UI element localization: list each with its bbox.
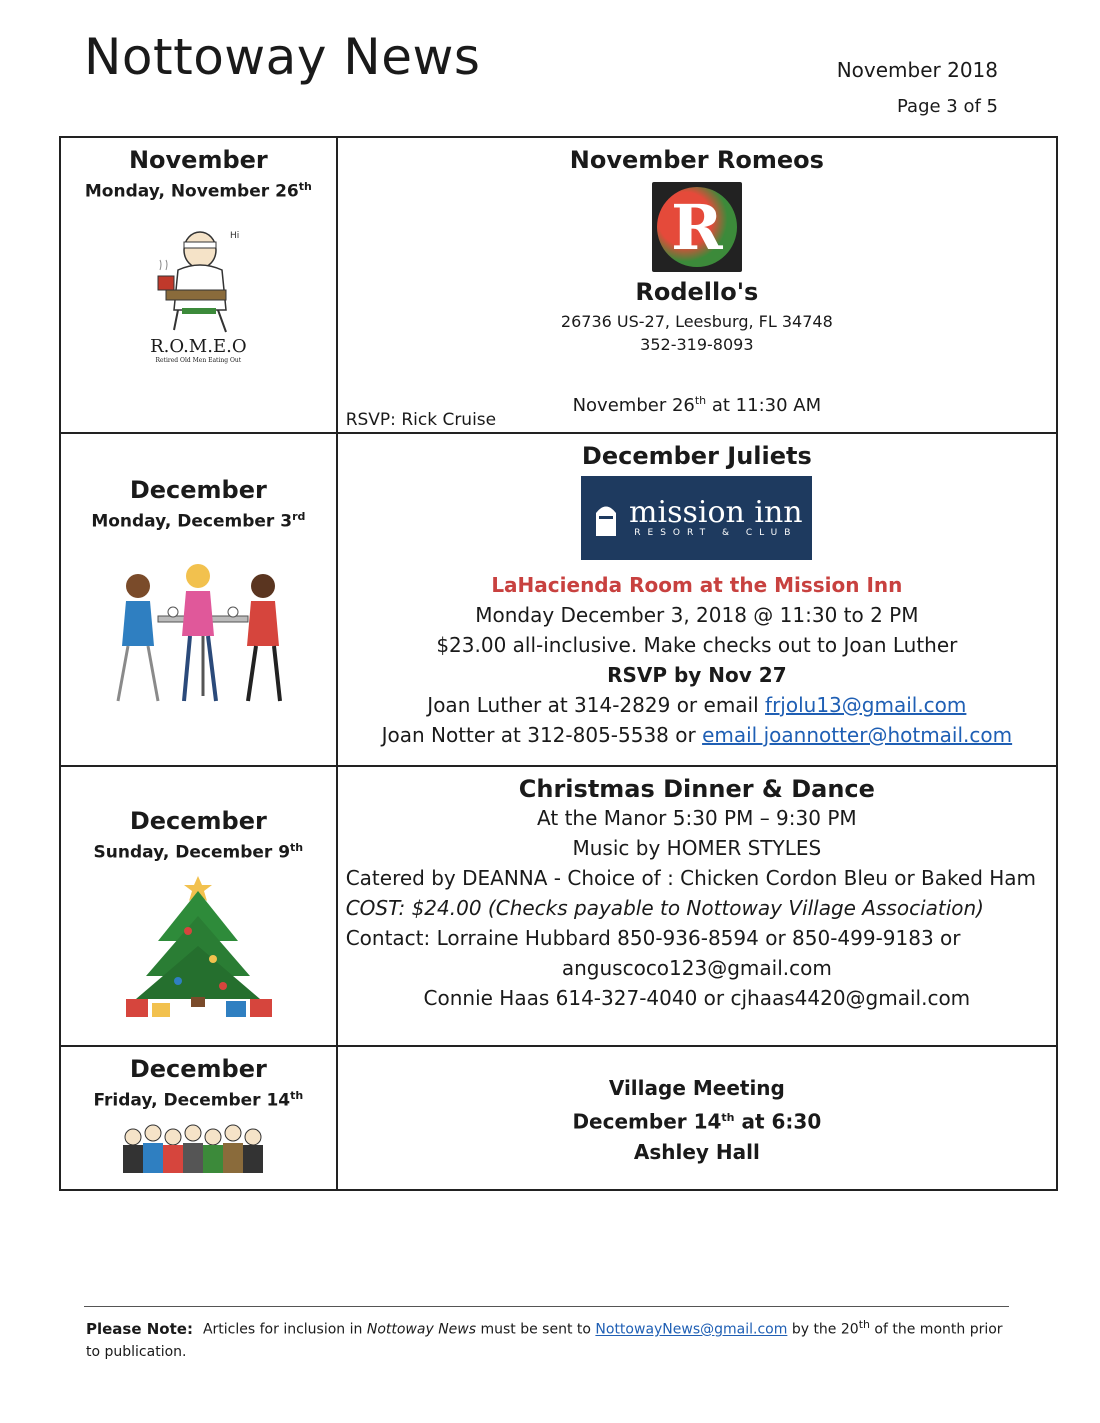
event-catering: Catered by DEANNA - Choice of : Chicken Cordon Bleu or Baked Ham: [345, 866, 1037, 890]
event-weekday: Monday, November 26th: [84, 180, 312, 202]
event-title: November Romeos: [569, 146, 824, 174]
event-date-cell: [60, 766, 337, 1046]
romeo-cartoon-icon: [138, 220, 258, 350]
footer-label: Please Note:: [86, 1319, 193, 1338]
event-cost: $23.00 all-inclusive. Make checks out to Joan Luther: [436, 633, 958, 657]
event-row-village-meeting: [60, 1046, 1057, 1190]
event-title: Village Meeting: [608, 1076, 785, 1100]
event-date-cell: [60, 433, 337, 766]
event-weekday: Sunday, December 9th: [93, 841, 304, 863]
event-detail-cell: [337, 137, 1057, 433]
newsletter-title: Nottoway News: [84, 28, 481, 86]
event-date: December 14th at 6:30: [572, 1109, 822, 1134]
event-date-cell: [60, 1046, 337, 1190]
footer-note: Please Note: Articles for inclusion in Nottoway News must be sent to NottowayNews@gmail.com by the 20th of the month prior to publication.: [86, 1318, 1003, 1360]
page-number: Page 3 of 5: [897, 96, 998, 117]
event-date-cell: [60, 137, 337, 433]
event-place-time: At the Manor 5:30 PM – 9:30 PM: [537, 806, 857, 830]
event-cost: COST: $24.00 (Checks payable to Nottoway Village Association): [345, 896, 984, 920]
event-month: December: [129, 1055, 267, 1083]
event-title: Christmas Dinner & Dance: [518, 775, 875, 803]
knight-helmet-icon: [591, 498, 621, 538]
event-row-juliets: [60, 433, 1057, 766]
event-title: December Juliets: [581, 442, 812, 470]
venue-phone: 352-319-8093: [640, 335, 754, 354]
issue-date: November 2018: [836, 58, 998, 82]
mission-inn-logo: [581, 476, 812, 560]
event-month: December: [129, 807, 267, 835]
event-weekday: Friday, December 14th: [93, 1089, 304, 1111]
event-detail-cell: [337, 1046, 1057, 1190]
event-row-christmas: [60, 766, 1057, 1046]
event-detail-cell: [337, 766, 1057, 1046]
footer-divider: [84, 1306, 1009, 1307]
rodellos-logo: [652, 182, 742, 272]
mission-inn-logo-name: mission inn: [629, 495, 803, 530]
event-row-romeos: [60, 137, 1057, 433]
rsvp-contact: RSVP: Rick Cruise: [345, 410, 497, 430]
event-time: Monday December 3, 2018 @ 11:30 to 2 PM: [475, 603, 919, 627]
email-link-joannotter[interactable]: email joannotter@hotmail.com: [702, 723, 1013, 747]
romeo-caption: R.O.M.E.O: [150, 335, 247, 357]
event-month: November: [128, 146, 268, 174]
email-link-nottowaynews[interactable]: NottowayNews@gmail.com: [595, 1321, 788, 1338]
contact-connie-haas: Connie Haas 614-327-4040 or cjhaas4420@gmail.com: [423, 986, 971, 1010]
contact-lorraine-hubbard: Contact: Lorraine Hubbard 850-936-8594 or 850-499-9183 or: [345, 926, 961, 950]
events-table: [59, 136, 1058, 1191]
email-link-frjolu13[interactable]: frjolu13@gmail.com: [765, 693, 967, 717]
event-detail-cell: [337, 433, 1057, 766]
contact-joan-notter: Joan Notter at 312-805-5538 or email joannotter@hotmail.com: [381, 723, 1013, 747]
event-month: December: [129, 476, 267, 504]
rsvp-deadline: RSVP by Nov 27: [607, 663, 787, 687]
christmas-tree-icon: [118, 871, 278, 1021]
event-time: November 26th at 11:30 AM: [572, 394, 822, 416]
event-music: Music by HOMER STYLES: [572, 836, 822, 860]
ladies-lunch-icon: [98, 556, 298, 716]
contact-joan-luther: Joan Luther at 314-2829 or email frjolu13@gmail.com: [427, 693, 967, 717]
event-location: Ashley Hall: [633, 1139, 760, 1164]
venue-address: 26736 US-27, Leesburg, FL 34748: [560, 312, 833, 331]
mission-inn-logo-sub: RESORT & CLUB: [634, 528, 798, 538]
event-weekday: Monday, December 3rd: [91, 510, 306, 532]
contact-email-anguscoco: anguscoco123@gmail.com: [561, 956, 832, 980]
crowd-icon: [118, 1117, 278, 1177]
event-room: LaHacienda Room at the Mission Inn: [491, 573, 903, 597]
romeo-subcaption: Retired Old Men Eating Out: [155, 356, 242, 364]
venue-name: Rodello's: [635, 278, 759, 306]
rodellos-logo-letter: R: [657, 187, 737, 267]
svg-text:Hi: Hi: [230, 230, 240, 241]
